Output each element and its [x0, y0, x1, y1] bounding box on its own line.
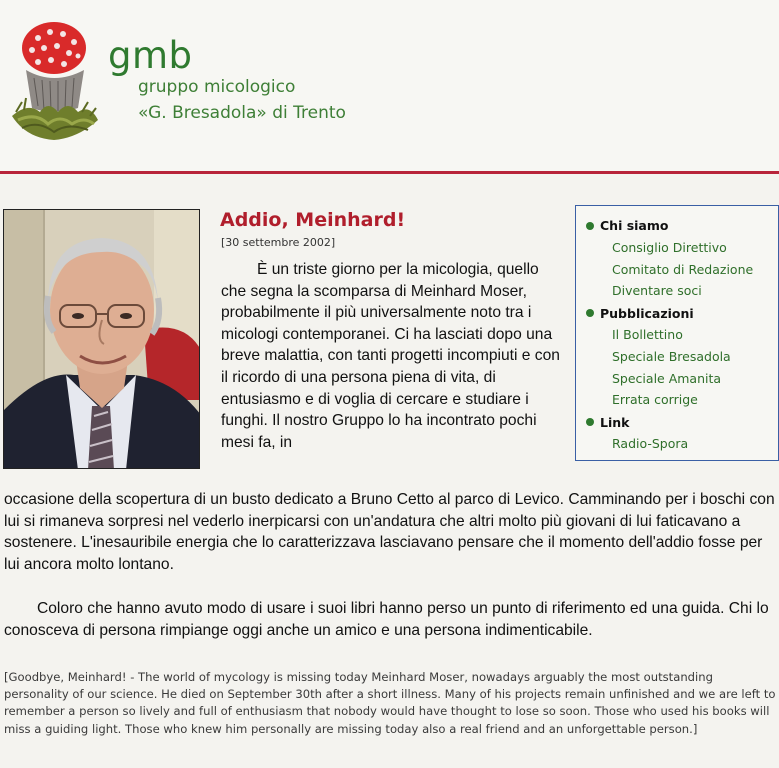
- menu-section-chi-siamo[interactable]: [586, 215, 778, 237]
- header-divider: [0, 171, 779, 174]
- menu-section-label: Link: [600, 414, 630, 430]
- menu-section-label: Chi siamo: [600, 218, 669, 234]
- article-date: [30 settembre 2002]: [221, 236, 336, 249]
- article-paragraph-1: È un triste giorno per la micologia, quello che segna la scomparsa di Meinhard Moser, probabilmente il più universalmente noto tra i micologi contemporanei. Ci ha lasciati dopo una breve malattia, con tanti progetti incompiuti e con il ricordo di una persona piena di vita, di entusiasmo e di voglia di cercare e studiare i funghi. Il nostro Gruppo lo ha incontrato pochi mesi fa, in: [221, 261, 560, 451]
- site-subtitle-line2: «G. Bresadola» di Trento: [138, 103, 346, 123]
- site-subtitle-line1: gruppo micologico: [138, 77, 296, 97]
- menu-link-consiglio-direttivo[interactable]: Consiglio Direttivo: [612, 239, 727, 255]
- side-menu: [575, 205, 779, 461]
- menu-link-diventare-soci[interactable]: Diventare soci: [612, 283, 702, 299]
- menu-link-speciale-amanita[interactable]: Speciale Amanita: [612, 370, 722, 386]
- mushroom-logo-icon[interactable]: [8, 20, 100, 145]
- article-paragraph-1-continued: occasione della scopertura di un busto dedicato a Bruno Cetto al parco di Levico. Camminando per i boschi con lui si rimaneva sorpresi nel vederlo inerpicarsi con un'andatura che altri molto più giovani di lui faticavano a sostenere. L'inesauribile energia che lo caratterizzava lasciavano pensare che il momento dell'addio fosse per lui ancora molto lontano.: [4, 491, 775, 573]
- bullet-icon: [586, 222, 594, 230]
- menu-link-errata-corrige[interactable]: Errata corrige: [612, 392, 698, 408]
- menu-link-comitato-di-redazione[interactable]: Comitato di Redazione: [612, 261, 754, 277]
- english-translation: [Goodbye, Meinhard! - The world of mycology is missing today Meinhard Moser, nowadays arguably the most outstanding personality of our science. He died on September 30th after a short illness. Many of his projects remain unfinished and we are left to remember a person so lively and full of enthusiasm that nobody would have thought to lose so soon. Those who used his books will miss a guiding light. Those who knew him personally are missing today also a real friend and an unforgettable person.]: [4, 670, 776, 736]
- bullet-icon: [586, 309, 594, 317]
- article-paragraph-2: Coloro che hanno avuto modo di usare i suoi libri hanno perso un punto di riferimento ed una guida. Chi lo conosceva di persona rimpiange oggi anche un amico e una persona indimenticabile.: [4, 600, 769, 639]
- menu-link-il-bollettino[interactable]: Il Bollettino: [612, 326, 683, 342]
- portrait-photo: [3, 209, 200, 469]
- bullet-icon: [586, 418, 594, 426]
- article-title: Addio, Meinhard!: [220, 209, 406, 231]
- site-brand[interactable]: gmb: [108, 34, 193, 77]
- site-header: [0, 0, 779, 172]
- menu-link-speciale-bresadola[interactable]: Speciale Bresadola: [612, 348, 731, 364]
- menu-section-link[interactable]: [586, 411, 778, 433]
- menu-section-pubblicazioni[interactable]: [586, 302, 778, 324]
- menu-section-label: Pubblicazioni: [600, 305, 694, 321]
- menu-link-radio-spora[interactable]: Radio-Spora: [612, 435, 689, 451]
